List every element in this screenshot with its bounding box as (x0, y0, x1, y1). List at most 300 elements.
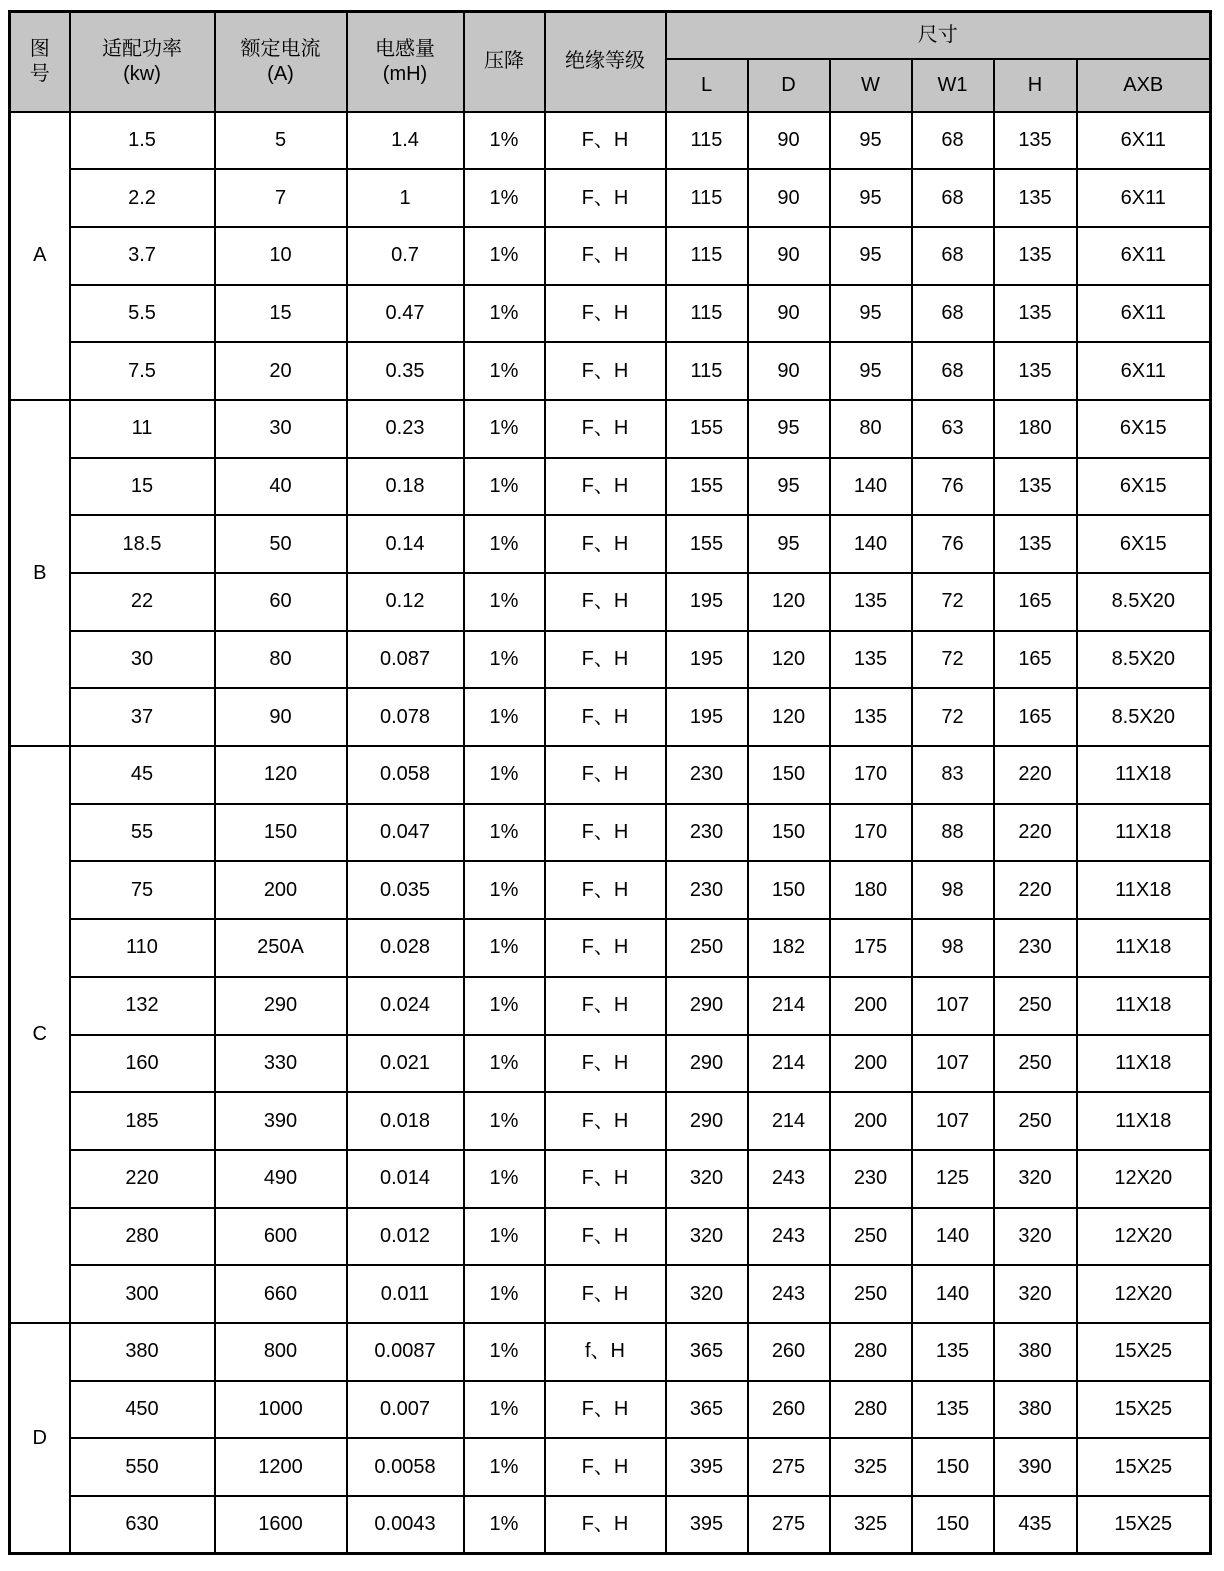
header-dim-l: L (666, 59, 748, 112)
header-voltage-drop: 压降 (464, 12, 545, 112)
table-row (10, 573, 1211, 631)
cell: 630 (70, 1496, 215, 1554)
cell: 1% (464, 1265, 545, 1323)
cell: 140 (912, 1208, 994, 1266)
header-current (215, 12, 347, 112)
cell: 1% (464, 1438, 545, 1496)
cell: 1% (464, 573, 545, 631)
cell: 325 (830, 1438, 912, 1496)
table-row (10, 1150, 1211, 1208)
header-dim-axb: AXB (1077, 59, 1211, 112)
cell: 1000 (215, 1381, 347, 1439)
cell: 6X15 (1077, 458, 1211, 516)
cell: 132 (70, 977, 215, 1035)
cell: 150 (912, 1496, 994, 1554)
cell: 0.0087 (347, 1323, 464, 1381)
cell: 330 (215, 1035, 347, 1093)
cell: 0.14 (347, 515, 464, 573)
cell: F、H (545, 746, 666, 804)
cell: F、H (545, 285, 666, 343)
cell: 10 (215, 227, 347, 285)
cell: 90 (748, 112, 830, 170)
cell: 135 (912, 1381, 994, 1439)
cell: 83 (912, 746, 994, 804)
cell: 1% (464, 861, 545, 919)
table-row (10, 1208, 1211, 1266)
cell: 1% (464, 400, 545, 458)
cell: 280 (70, 1208, 215, 1266)
table-row (10, 688, 1211, 746)
cell: F、H (545, 1035, 666, 1093)
cell: 600 (215, 1208, 347, 1266)
cell: 250 (666, 919, 748, 977)
cell: 135 (830, 688, 912, 746)
header-insulation: 绝缘等级 (545, 12, 666, 112)
cell: 8.5X20 (1077, 688, 1211, 746)
cell: 550 (70, 1438, 215, 1496)
table-row (10, 919, 1211, 977)
cell: 115 (666, 285, 748, 343)
cell: 76 (912, 515, 994, 573)
cell: 90 (748, 227, 830, 285)
cell: 185 (70, 1092, 215, 1150)
cell: 135 (994, 285, 1077, 343)
table-row (10, 861, 1211, 919)
header-current-line2: (A) (267, 62, 294, 85)
cell: 160 (70, 1035, 215, 1093)
cell: 214 (748, 977, 830, 1035)
cell: F、H (545, 515, 666, 573)
cell: 1 (347, 169, 464, 227)
cell: 90 (748, 342, 830, 400)
header-dim-h: H (994, 59, 1077, 112)
cell: 320 (994, 1208, 1077, 1266)
cell: 380 (70, 1323, 215, 1381)
cell: 115 (666, 227, 748, 285)
cell: 140 (830, 458, 912, 516)
cell: 390 (215, 1092, 347, 1150)
cell: F、H (545, 1092, 666, 1150)
cell: 365 (666, 1381, 748, 1439)
cell: 180 (830, 861, 912, 919)
cell: 60 (215, 573, 347, 631)
cell: 0.058 (347, 746, 464, 804)
cell: 220 (994, 746, 1077, 804)
cell: 7 (215, 169, 347, 227)
cell: 1% (464, 977, 545, 1035)
cell: 230 (994, 919, 1077, 977)
table-row (10, 342, 1211, 400)
cell: F、H (545, 919, 666, 977)
cell: 0.47 (347, 285, 464, 343)
cell: 68 (912, 342, 994, 400)
cell: 275 (748, 1438, 830, 1496)
cell: 230 (666, 861, 748, 919)
cell: 68 (912, 227, 994, 285)
cell: 275 (748, 1496, 830, 1554)
cell: 120 (215, 746, 347, 804)
cell: 135 (994, 458, 1077, 516)
cell: 18.5 (70, 515, 215, 573)
cell: 320 (666, 1265, 748, 1323)
header-inductance (347, 12, 464, 112)
cell: 11X18 (1077, 1035, 1211, 1093)
cell: 6X11 (1077, 112, 1211, 170)
cell: 280 (830, 1381, 912, 1439)
cell: 380 (994, 1381, 1077, 1439)
cell: 135 (912, 1323, 994, 1381)
cell: F、H (545, 1265, 666, 1323)
cell: 0.011 (347, 1265, 464, 1323)
table-row (10, 1035, 1211, 1093)
cell: 170 (830, 804, 912, 862)
cell: 15X25 (1077, 1438, 1211, 1496)
cell: 165 (994, 573, 1077, 631)
table-header (10, 12, 1211, 112)
cell: 22 (70, 573, 215, 631)
cell: 125 (912, 1150, 994, 1208)
cell: 72 (912, 573, 994, 631)
cell: 214 (748, 1035, 830, 1093)
cell: 195 (666, 573, 748, 631)
header-figure-no-line1: 图 (29, 37, 50, 60)
cell: 1% (464, 342, 545, 400)
cell: 63 (912, 400, 994, 458)
cell: 1600 (215, 1496, 347, 1554)
cell: 88 (912, 804, 994, 862)
cell: 11X18 (1077, 919, 1211, 977)
cell: 200 (830, 1092, 912, 1150)
cell: 98 (912, 919, 994, 977)
cell: 6X11 (1077, 227, 1211, 285)
cell: 6X15 (1077, 515, 1211, 573)
cell: 1% (464, 285, 545, 343)
cell: 72 (912, 688, 994, 746)
cell: 95 (830, 285, 912, 343)
group-label: A (10, 112, 70, 400)
cell: 230 (666, 746, 748, 804)
cell: 1% (464, 1381, 545, 1439)
cell: 11X18 (1077, 746, 1211, 804)
cell: F、H (545, 1150, 666, 1208)
cell: 290 (666, 1092, 748, 1150)
cell: 200 (215, 861, 347, 919)
cell: 0.0043 (347, 1496, 464, 1554)
cell: 195 (666, 631, 748, 689)
group-label: C (10, 746, 70, 1323)
cell: 6X15 (1077, 400, 1211, 458)
cell: 40 (215, 458, 347, 516)
cell: 150 (748, 804, 830, 862)
table-row (10, 400, 1211, 458)
cell: 243 (748, 1150, 830, 1208)
cell: F、H (545, 688, 666, 746)
cell: 90 (215, 688, 347, 746)
cell: 1% (464, 688, 545, 746)
cell: F、H (545, 573, 666, 631)
cell: 11X18 (1077, 861, 1211, 919)
cell: 68 (912, 285, 994, 343)
cell: 45 (70, 746, 215, 804)
cell: 325 (830, 1496, 912, 1554)
cell: 20 (215, 342, 347, 400)
cell: F、H (545, 1496, 666, 1554)
table-row (10, 746, 1211, 804)
cell: 135 (994, 227, 1077, 285)
cell: 260 (748, 1323, 830, 1381)
table-row (10, 1323, 1211, 1381)
cell: 0.35 (347, 342, 464, 400)
cell: 1% (464, 227, 545, 285)
cell: 1% (464, 631, 545, 689)
cell: 250A (215, 919, 347, 977)
cell: 0.035 (347, 861, 464, 919)
cell: 0.078 (347, 688, 464, 746)
cell: 6X11 (1077, 342, 1211, 400)
cell: 320 (666, 1150, 748, 1208)
cell: 90 (748, 285, 830, 343)
cell: 214 (748, 1092, 830, 1150)
cell: 1% (464, 1150, 545, 1208)
cell: 450 (70, 1381, 215, 1439)
cell: 170 (830, 746, 912, 804)
table-row (10, 1438, 1211, 1496)
cell: F、H (545, 400, 666, 458)
cell: 0.012 (347, 1208, 464, 1266)
cell: 320 (994, 1150, 1077, 1208)
cell: 365 (666, 1323, 748, 1381)
cell: 76 (912, 458, 994, 516)
cell: 15X25 (1077, 1323, 1211, 1381)
cell: 80 (830, 400, 912, 458)
cell: 150 (215, 804, 347, 862)
cell: 107 (912, 1092, 994, 1150)
cell: 140 (830, 515, 912, 573)
cell: 155 (666, 458, 748, 516)
table-row (10, 227, 1211, 285)
cell: 15X25 (1077, 1496, 1211, 1554)
cell: 300 (70, 1265, 215, 1323)
cell: 395 (666, 1496, 748, 1554)
cell: 135 (830, 573, 912, 631)
cell: 0.18 (347, 458, 464, 516)
cell: 290 (666, 977, 748, 1035)
cell: 230 (666, 804, 748, 862)
cell: 435 (994, 1496, 1077, 1554)
cell: 220 (994, 861, 1077, 919)
cell: 1% (464, 515, 545, 573)
cell: 150 (748, 746, 830, 804)
cell: 165 (994, 688, 1077, 746)
cell: 110 (70, 919, 215, 977)
cell: 120 (748, 573, 830, 631)
cell: 490 (215, 1150, 347, 1208)
cell: 0.23 (347, 400, 464, 458)
cell: 0.014 (347, 1150, 464, 1208)
cell: 165 (994, 631, 1077, 689)
header-dim-w1: W1 (912, 59, 994, 112)
cell: F、H (545, 1381, 666, 1439)
cell: 250 (994, 977, 1077, 1035)
cell: F、H (545, 977, 666, 1035)
cell: 230 (830, 1150, 912, 1208)
cell: 395 (666, 1438, 748, 1496)
cell: 68 (912, 112, 994, 170)
table-row (10, 1265, 1211, 1323)
cell: 120 (748, 631, 830, 689)
cell: 150 (748, 861, 830, 919)
cell: 1200 (215, 1438, 347, 1496)
cell: F、H (545, 112, 666, 170)
cell: 7.5 (70, 342, 215, 400)
cell: 12X20 (1077, 1265, 1211, 1323)
cell: 37 (70, 688, 215, 746)
cell: 390 (994, 1438, 1077, 1496)
header-current-line1: 额定电流 (240, 37, 321, 60)
cell: 115 (666, 169, 748, 227)
cell: 50 (215, 515, 347, 573)
cell: 155 (666, 515, 748, 573)
cell: F、H (545, 342, 666, 400)
cell: F、H (545, 804, 666, 862)
cell: 6X11 (1077, 285, 1211, 343)
cell: 6X11 (1077, 169, 1211, 227)
header-row-1 (10, 12, 1211, 59)
header-power (70, 12, 215, 112)
cell: 1% (464, 169, 545, 227)
group-label: D (10, 1323, 70, 1554)
cell: 95 (748, 515, 830, 573)
cell: 0.087 (347, 631, 464, 689)
header-power-line2: (kw) (123, 62, 161, 85)
cell: 8.5X20 (1077, 573, 1211, 631)
cell: 800 (215, 1323, 347, 1381)
group-label: B (10, 400, 70, 746)
cell: 250 (830, 1208, 912, 1266)
cell: 11 (70, 400, 215, 458)
cell: 95 (748, 400, 830, 458)
header-figure-no (10, 12, 70, 112)
cell: 320 (666, 1208, 748, 1266)
cell: 95 (748, 458, 830, 516)
cell: 95 (830, 227, 912, 285)
cell: 8.5X20 (1077, 631, 1211, 689)
cell: 135 (994, 169, 1077, 227)
cell: 320 (994, 1265, 1077, 1323)
table-row (10, 804, 1211, 862)
cell: 1% (464, 1035, 545, 1093)
cell: 0.7 (347, 227, 464, 285)
cell: 3.7 (70, 227, 215, 285)
cell: 55 (70, 804, 215, 862)
cell: 107 (912, 1035, 994, 1093)
cell: 5 (215, 112, 347, 170)
cell: 15 (70, 458, 215, 516)
cell: 0.047 (347, 804, 464, 862)
cell: 0.028 (347, 919, 464, 977)
cell: 250 (994, 1092, 1077, 1150)
cell: 135 (830, 631, 912, 689)
cell: F、H (545, 458, 666, 516)
cell: F、H (545, 169, 666, 227)
cell: 1% (464, 746, 545, 804)
cell: F、H (545, 1438, 666, 1496)
cell: 0.12 (347, 573, 464, 631)
cell: 135 (994, 515, 1077, 573)
cell: 180 (994, 400, 1077, 458)
cell: 140 (912, 1265, 994, 1323)
cell: F、H (545, 861, 666, 919)
table-row (10, 458, 1211, 516)
cell: 135 (994, 342, 1077, 400)
cell: 250 (830, 1265, 912, 1323)
cell: 115 (666, 112, 748, 170)
cell: 95 (830, 342, 912, 400)
cell: 380 (994, 1323, 1077, 1381)
table-row (10, 631, 1211, 689)
cell: 135 (994, 112, 1077, 170)
cell: 107 (912, 977, 994, 1035)
cell: 80 (215, 631, 347, 689)
cell: 0.007 (347, 1381, 464, 1439)
header-dim-w: W (830, 59, 912, 112)
cell: 220 (994, 804, 1077, 862)
cell: 290 (666, 1035, 748, 1093)
cell: 1% (464, 1208, 545, 1266)
table-row (10, 1381, 1211, 1439)
cell: 72 (912, 631, 994, 689)
cell: 260 (748, 1381, 830, 1439)
cell: 0.0058 (347, 1438, 464, 1496)
cell: 1% (464, 112, 545, 170)
cell: 1% (464, 458, 545, 516)
cell: 175 (830, 919, 912, 977)
cell: 68 (912, 169, 994, 227)
cell: 1% (464, 1496, 545, 1554)
table-row (10, 1092, 1211, 1150)
cell: 11X18 (1077, 977, 1211, 1035)
cell: 1.5 (70, 112, 215, 170)
cell: 115 (666, 342, 748, 400)
cell: 1% (464, 919, 545, 977)
header-inductance-line1: 电感量 (375, 37, 435, 60)
table-row (10, 285, 1211, 343)
cell: 1% (464, 1092, 545, 1150)
cell: 660 (215, 1265, 347, 1323)
cell: 280 (830, 1323, 912, 1381)
cell: 90 (748, 169, 830, 227)
cell: 11X18 (1077, 804, 1211, 862)
cell: 200 (830, 977, 912, 1035)
table-row (10, 169, 1211, 227)
cell: 0.024 (347, 977, 464, 1035)
cell: 155 (666, 400, 748, 458)
cell: 250 (994, 1035, 1077, 1093)
cell: 0.018 (347, 1092, 464, 1150)
cell: 2.2 (70, 169, 215, 227)
header-power-line1: 适配功率 (102, 37, 182, 60)
cell: 75 (70, 861, 215, 919)
cell: 15 (215, 285, 347, 343)
cell: 243 (748, 1208, 830, 1266)
cell: F、H (545, 1208, 666, 1266)
table-row (10, 977, 1211, 1035)
cell: 12X20 (1077, 1208, 1211, 1266)
spec-table (8, 10, 1212, 1555)
cell: 182 (748, 919, 830, 977)
cell: f、H (545, 1323, 666, 1381)
cell: 11X18 (1077, 1092, 1211, 1150)
